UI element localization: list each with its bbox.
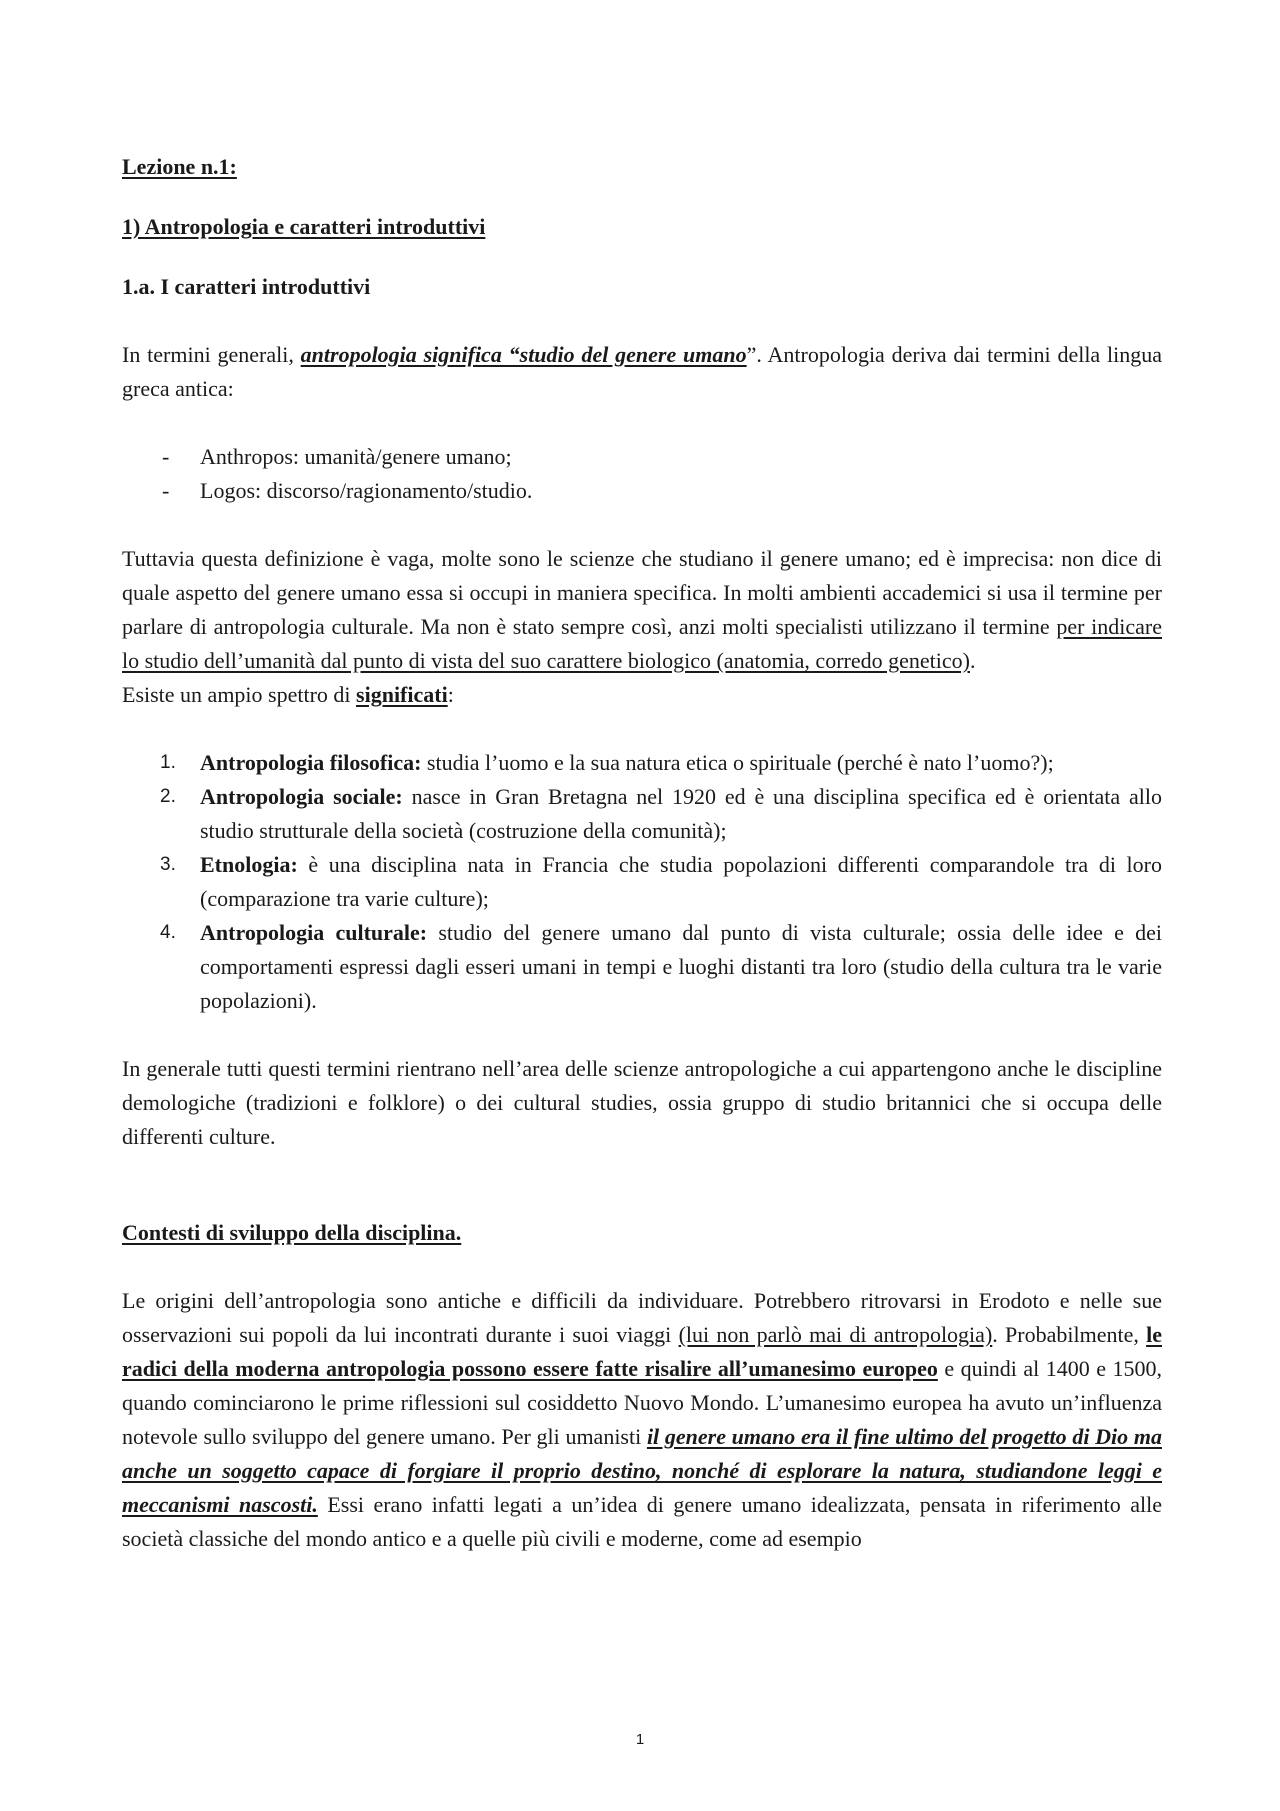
page-content: [122, 150, 1162, 1556]
intro-text-end: ”. Antropologia deriva dai termini della lingua greca antica:: [122, 342, 1162, 401]
list-number: 4.: [160, 922, 176, 943]
intro-text: In termini generali,: [122, 342, 301, 367]
subsection-title: 1.a. I caratteri introduttivi: [122, 274, 371, 299]
lesson-title: Lezione n.1:: [122, 154, 237, 179]
origins-text: Essi erano infatti legati a un’idea di genere umano idealizzata, pensata in riferimento alle società classiche del mondo antico e a quelle più civili e moderne, come ad esempio: [122, 1492, 1162, 1551]
general-paragraph: In generale tutti questi termini rientrano nell’area delle scienze antropologiche a cui appartengono anche le discipline demologiche (tradizioni e folklore) o dei cultural studies, ossia gruppo di studio britannici che si occupa delle differenti culture.: [122, 1056, 1162, 1149]
list-item: [160, 780, 1162, 848]
list-item: - Logos: discorso/ragionamento/studio.: [162, 474, 1162, 508]
origins-underlined: (lui non parlò mai di antropologia): [678, 1322, 993, 1347]
section-title: 1) Antropologia e caratteri introduttivi: [122, 214, 486, 239]
meanings-list: [122, 746, 1162, 1018]
origins-paragraph: [122, 1284, 1162, 1556]
meaning-term: Etnologia:: [200, 852, 298, 877]
definition-underlined: per indicare lo studio dell’umanità dal punto di vista del suo carattere biologico (anatomia, corredo genetico): [122, 614, 1162, 673]
list-number: 2.: [160, 786, 176, 807]
list-number: 1.: [160, 752, 176, 773]
definition-end: .: [969, 648, 976, 673]
spectrum-line: [122, 678, 1162, 712]
intro-definition: antropologia significa “studio del genere umano: [300, 342, 747, 367]
origins-bold: le radici della moderna antropologia possono essere fatte risalire all’umanesimo europeo: [122, 1322, 1162, 1381]
meaning-term: Antropologia culturale:: [200, 920, 428, 945]
spectrum-colon: :: [447, 682, 454, 707]
greek-terms-list: [122, 440, 1162, 508]
list-item: [160, 916, 1163, 1018]
intro-paragraph: [122, 338, 1162, 406]
origins-text: . Probabilmente,: [992, 1322, 1147, 1347]
list-item: [160, 746, 1162, 780]
meaning-desc: nasce in Gran Bretagna nel 1920 ed è una disciplina specifica ed è orientata allo studio strutturale della società (costruzione della comunità);: [200, 784, 1162, 843]
contexts-title: Contesti di sviluppo della disciplina.: [122, 1220, 462, 1245]
meaning-term: Antropologia filosofica:: [200, 750, 422, 775]
list-item: - Anthropos: umanità/genere umano;: [162, 440, 1162, 474]
spectrum-emphasis: significati: [356, 682, 448, 707]
origins-bold-italic: il genere umano era il fine ultimo del progetto di Dio ma anche un soggetto capace di forgiare il proprio destino, nonché di esplorare la natura, studiandone leggi e meccanismi nascosti.: [122, 1424, 1162, 1517]
spectrum-text: Esiste un ampio spettro di: [122, 682, 357, 707]
meaning-term: Antropologia sociale:: [200, 784, 403, 809]
list-number: 3.: [160, 854, 176, 875]
meaning-desc: è una disciplina nata in Francia che studia popolazioni differenti comparandole tra di loro (comparazione tra varie culture);: [200, 852, 1162, 911]
list-item: [160, 848, 1162, 916]
definition-text: Tuttavia questa definizione è vaga, molte sono le scienze che studiano il genere umano; ed è imprecisa: non dice di quale aspetto del genere umano essa si occupi in maniera specifica. In molti ambienti accademici si usa il termine per parlare di antropologia culturale. Ma non è stato sempre così, anzi molti specialisti utilizzano il termine: [122, 546, 1162, 639]
origins-text: Le origini dell’antropologia sono antiche e difficili da individuare. Potrebbero ritrovarsi in Erodoto e nelle sue osservazioni sui popoli da lui incontrati durante i suoi viaggi: [122, 1288, 1162, 1347]
meaning-desc: studia l’uomo e la sua natura etica o spirituale (perché è nato l’uomo?);: [421, 750, 1054, 775]
page-number: 1: [635, 1731, 645, 1748]
origins-text: e quindi al 1400 e 1500, quando cominciarono le prime riflessioni sul cosiddetto Nuovo Mondo. L’umanesimo europea ha avuto un’influenza notevole sullo sviluppo del genere umano. Per gli umanisti: [122, 1356, 1162, 1449]
meaning-desc: studio del genere umano dal punto di vista culturale; ossia delle idee e dei comportamenti espressi dagli esseri umani in tempi e luoghi distanti tra loro (studio della cultura tra le varie popolazioni).: [200, 920, 1163, 1013]
definition-paragraph: [122, 542, 1162, 678]
